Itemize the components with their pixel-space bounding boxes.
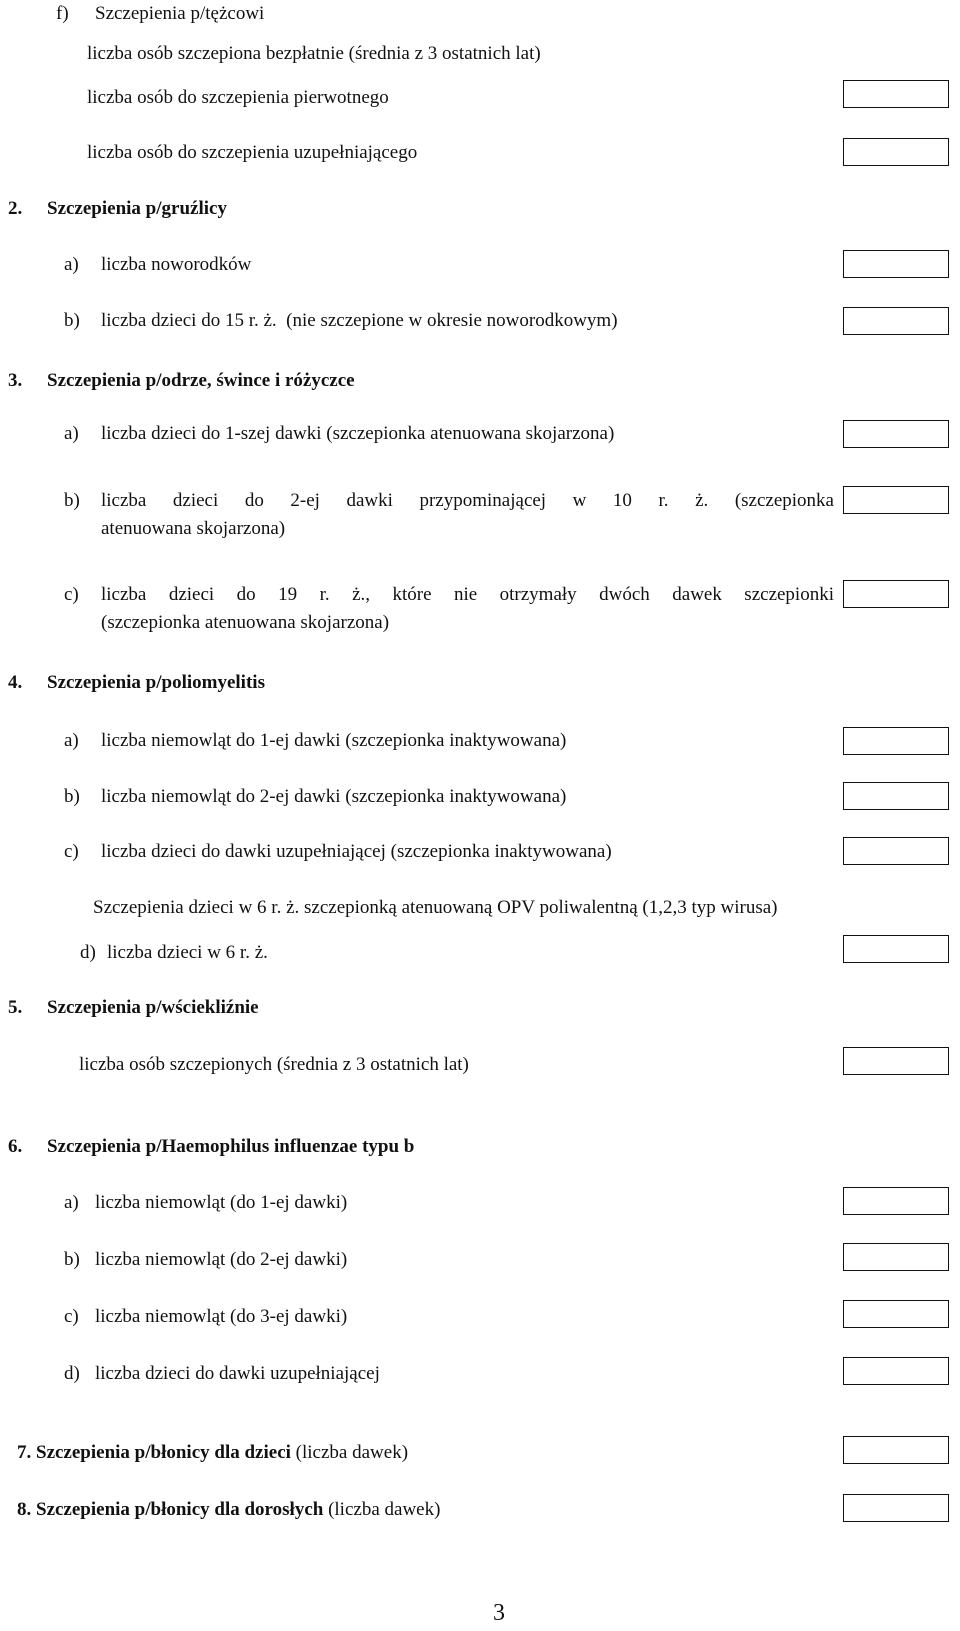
answer-box[interactable] xyxy=(843,1300,949,1328)
form-line: liczba dzieci do dawki uzupełniającej (szczepionka inaktywowana) xyxy=(101,841,612,862)
item-label: b) xyxy=(64,490,80,511)
answer-box[interactable] xyxy=(843,1357,949,1385)
item-label: c) xyxy=(64,584,79,605)
answer-box[interactable] xyxy=(843,250,949,278)
form-line: liczba niemowląt (do 1-ej dawki) xyxy=(95,1192,348,1213)
section-title: Szczepienia p/tężcowi xyxy=(95,3,265,24)
item-label: c) xyxy=(64,1306,79,1327)
answer-box[interactable] xyxy=(843,782,949,810)
item-label: a) xyxy=(64,254,79,275)
form-line: liczba dzieci do 19 r. ż., które nie otrzymały dwóch dawek szczepionki xyxy=(101,584,834,605)
item-label: c) xyxy=(64,841,79,862)
section-title: Szczepienia p/Haemophilus influenzae typu b xyxy=(47,1136,415,1157)
form-line: liczba niemowląt (do 2-ej dawki) xyxy=(95,1249,348,1270)
section-number: 3. xyxy=(8,370,23,391)
section-suffix: (liczba dawek) xyxy=(295,1442,409,1463)
item-label: f) xyxy=(56,3,69,24)
answer-box[interactable] xyxy=(843,1436,949,1464)
answer-box[interactable] xyxy=(843,727,949,755)
section-number: 4. xyxy=(8,672,23,693)
form-line: liczba dzieci do 2-ej dawki przypominającej w 10 r. ż. (szczepionka xyxy=(101,490,834,511)
form-line: liczba osób szczepionych (średnia z 3 ostatnich lat) xyxy=(79,1054,469,1075)
section-number: 8. xyxy=(17,1499,32,1520)
item-label: d) xyxy=(80,942,96,963)
answer-box[interactable] xyxy=(843,1047,949,1075)
item-label: b) xyxy=(64,1249,80,1270)
item-label: b) xyxy=(64,786,80,807)
form-line: (szczepionka atenuowana skojarzona) xyxy=(101,612,390,633)
form-line: liczba niemowląt do 2-ej dawki (szczepionka inaktywowana) xyxy=(101,786,567,807)
form-line: liczba dzieci do 15 r. ż. (nie szczepione w okresie noworodkowym) xyxy=(101,310,618,331)
section-title: Szczepienia p/błonicy dla dzieci xyxy=(36,1442,291,1463)
section-title: Szczepienia p/błonicy dla dorosłych xyxy=(36,1499,324,1520)
form-line: liczba dzieci do dawki uzupełniającej xyxy=(95,1363,380,1384)
section-number: 5. xyxy=(8,997,23,1018)
section-title: Szczepienia p/gruźlicy xyxy=(47,198,227,219)
item-label: a) xyxy=(64,730,79,751)
answer-box[interactable] xyxy=(843,80,949,108)
answer-box[interactable] xyxy=(843,486,949,514)
answer-box[interactable] xyxy=(843,935,949,963)
section-line xyxy=(17,1442,408,1464)
answer-box[interactable] xyxy=(843,580,949,608)
item-label: a) xyxy=(64,1192,79,1213)
section-title: Szczepienia p/poliomyelitis xyxy=(47,672,265,693)
form-line: liczba osób do szczepienia pierwotnego xyxy=(87,87,389,108)
section-number: 6. xyxy=(8,1136,23,1157)
form-line: liczba noworodków xyxy=(101,254,252,275)
form-line: liczba dzieci w 6 r. ż. xyxy=(107,942,268,963)
answer-box[interactable] xyxy=(843,1243,949,1271)
form-line: liczba osób szczepiona bezpłatnie (średnia z 3 ostatnich lat) xyxy=(87,43,541,64)
section-number: 7. xyxy=(17,1442,32,1463)
item-label: b) xyxy=(64,310,80,331)
form-line: liczba osób do szczepienia uzupełniającego xyxy=(87,142,418,163)
form-line: liczba niemowląt (do 3-ej dawki) xyxy=(95,1306,348,1327)
answer-box[interactable] xyxy=(843,837,949,865)
form-line: liczba dzieci do 1-szej dawki (szczepionka atenuowana skojarzona) xyxy=(101,423,615,444)
item-label: d) xyxy=(64,1363,80,1384)
answer-box[interactable] xyxy=(843,1187,949,1215)
page-number: 3 xyxy=(493,1600,505,1626)
item-label: a) xyxy=(64,423,79,444)
form-line: atenuowana skojarzona) xyxy=(101,518,286,539)
section-line xyxy=(17,1499,440,1521)
form-line: liczba niemowląt do 1-ej dawki (szczepionka inaktywowana) xyxy=(101,730,567,751)
form-line: Szczepienia dzieci w 6 r. ż. szczepionką atenuowaną OPV poliwalentną (1,2,3 typ wirusa) xyxy=(93,897,778,918)
section-suffix: (liczba dawek) xyxy=(328,1499,441,1520)
answer-box[interactable] xyxy=(843,420,949,448)
section-number: 2. xyxy=(8,198,23,219)
answer-box[interactable] xyxy=(843,138,949,166)
answer-box[interactable] xyxy=(843,307,949,335)
section-title: Szczepienia p/wściekliźnie xyxy=(47,997,259,1018)
section-title: Szczepienia p/odrze, śwince i różyczce xyxy=(47,370,355,391)
answer-box[interactable] xyxy=(843,1494,949,1522)
